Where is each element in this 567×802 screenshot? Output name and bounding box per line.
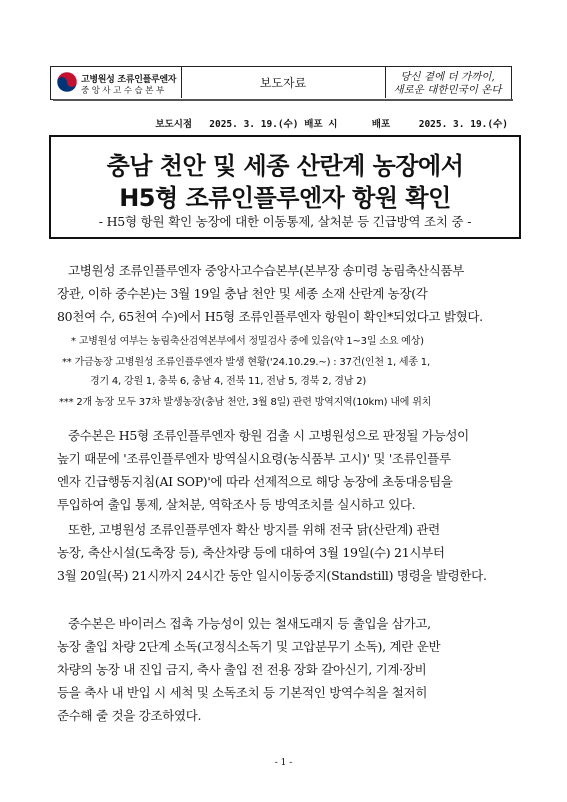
paragraph-line: 차량의 농장 내 진입 금지, 축사 출입 전 전용 장화 갈아신기, 기계·장비: [57, 662, 427, 677]
paragraph-4: [57, 612, 519, 727]
paragraph-line: 중수본은 H5형 조류인플루엔자 항원 검출 시 고병원성으로 판정될 가능성이: [68, 428, 469, 443]
paragraph-line: 80천여 수, 65천여 수)에서 H5형 조류인플루엔자 항원이 확인*되었다고 밝혔다.: [57, 309, 483, 324]
page-number: - 1 -: [274, 758, 293, 768]
footnote-2: ** 가금농장 고병원성 조류인플루엔자 발생 현황('24.10.29.~) : 37건(인천 1, 세종 1,: [62, 357, 430, 368]
footnote-2-continued: 경기 4, 강원 1, 충북 6, 충남 4, 전북 11, 전남 5, 경북 2, 경남 2): [90, 376, 367, 387]
doc-type-label: 보도자료: [259, 76, 307, 90]
paragraph-1: [57, 259, 519, 328]
org-name: 고병원성 조류인플루엔자: [81, 75, 177, 85]
paragraph-line: 농장 출입 차량 2단계 소독(고정식소독기 및 고압분무기 소독), 계란 운반: [57, 639, 441, 654]
paragraph-line: 장관, 이하 중수본)는 3월 19일 충남 천안 및 세종 소재 산란계 농장(각: [57, 286, 428, 301]
paragraph-line: 투입하여 출입 통제, 살처분, 역학조사 등 방역조치를 실시하고 있다.: [57, 497, 416, 512]
paragraph-line: 또한, 고병원성 조류인플루엔자 확산 방지를 위해 전국 닭(산란계) 관련: [68, 522, 440, 537]
subheadline: - H5형 항원 확인 농장에 대한 이동통제, 살처분 등 긴급방역 조치 중 -: [98, 214, 472, 229]
slogan-line-1: 당신 곁에 더 가까이,: [400, 71, 495, 83]
paragraph-2: [57, 424, 519, 516]
footnote-3: *** 2개 농장 모두 37차 발생농장(충남 천안, 3월 8일) 관련 방역지역(10km) 내에 위치: [59, 397, 432, 408]
org-subname: 중앙사고수습본부: [81, 86, 167, 96]
headline-line-1: 충남 천안 및 세종 산란계 농장에서: [106, 152, 464, 180]
paragraph-line: 3월 20일(목) 21시까지 24시간 동안 일시이동중지(Standstill) 명령을 발령한다.: [57, 568, 487, 583]
slogan-line-2: 새로운 대한민국이 온다: [393, 84, 502, 96]
headline-line-2: H5형 조류인플루엔자 항원 확인: [119, 184, 451, 212]
divider: [385, 66, 386, 98]
paragraph-line: 고병원성 조류인플루엔자 중앙사고수습본부(본부장 송미령 농림축산식품부: [68, 263, 465, 278]
header-shadow: [53, 99, 513, 101]
paragraph-line: 높기 때문에 '조류인플루엔자 방역실시요령(농식품부 고시)' 및 '조류인플루: [57, 451, 451, 466]
government-emblem-icon: [56, 71, 78, 93]
paragraph-3: [57, 518, 519, 587]
paragraph-line: 중수본은 바이러스 접촉 가능성이 있는 철새도래지 등 출입을 삼가고,: [68, 616, 431, 631]
footnote-1: * 고병원성 여부는 농림축산검역본부에서 정밀검사 중에 있음(약 1~3일 소요 예상): [71, 336, 424, 347]
release-info: 보도시점 2025. 3. 19.(수) 배포 시 배포 2025. 3. 19.(수): [155, 119, 508, 130]
press-header: [50, 66, 519, 101]
paragraph-line: 준수해 줄 것을 강조하였다.: [57, 708, 202, 723]
paragraph-line: 엔자 긴급행동지침(AI SOP)'에 따라 선제적으로 해당 농장에 초동대응팀을: [57, 474, 453, 489]
paragraph-line: 등을 축사 내 반입 시 세척 및 소독조치 등 기본적인 방역수칙을 철저히: [57, 685, 428, 700]
paragraph-line: 농장, 축산시설(도축장 등), 축산차량 등에 대하여 3월 19일(수) 21시부터: [57, 545, 445, 560]
